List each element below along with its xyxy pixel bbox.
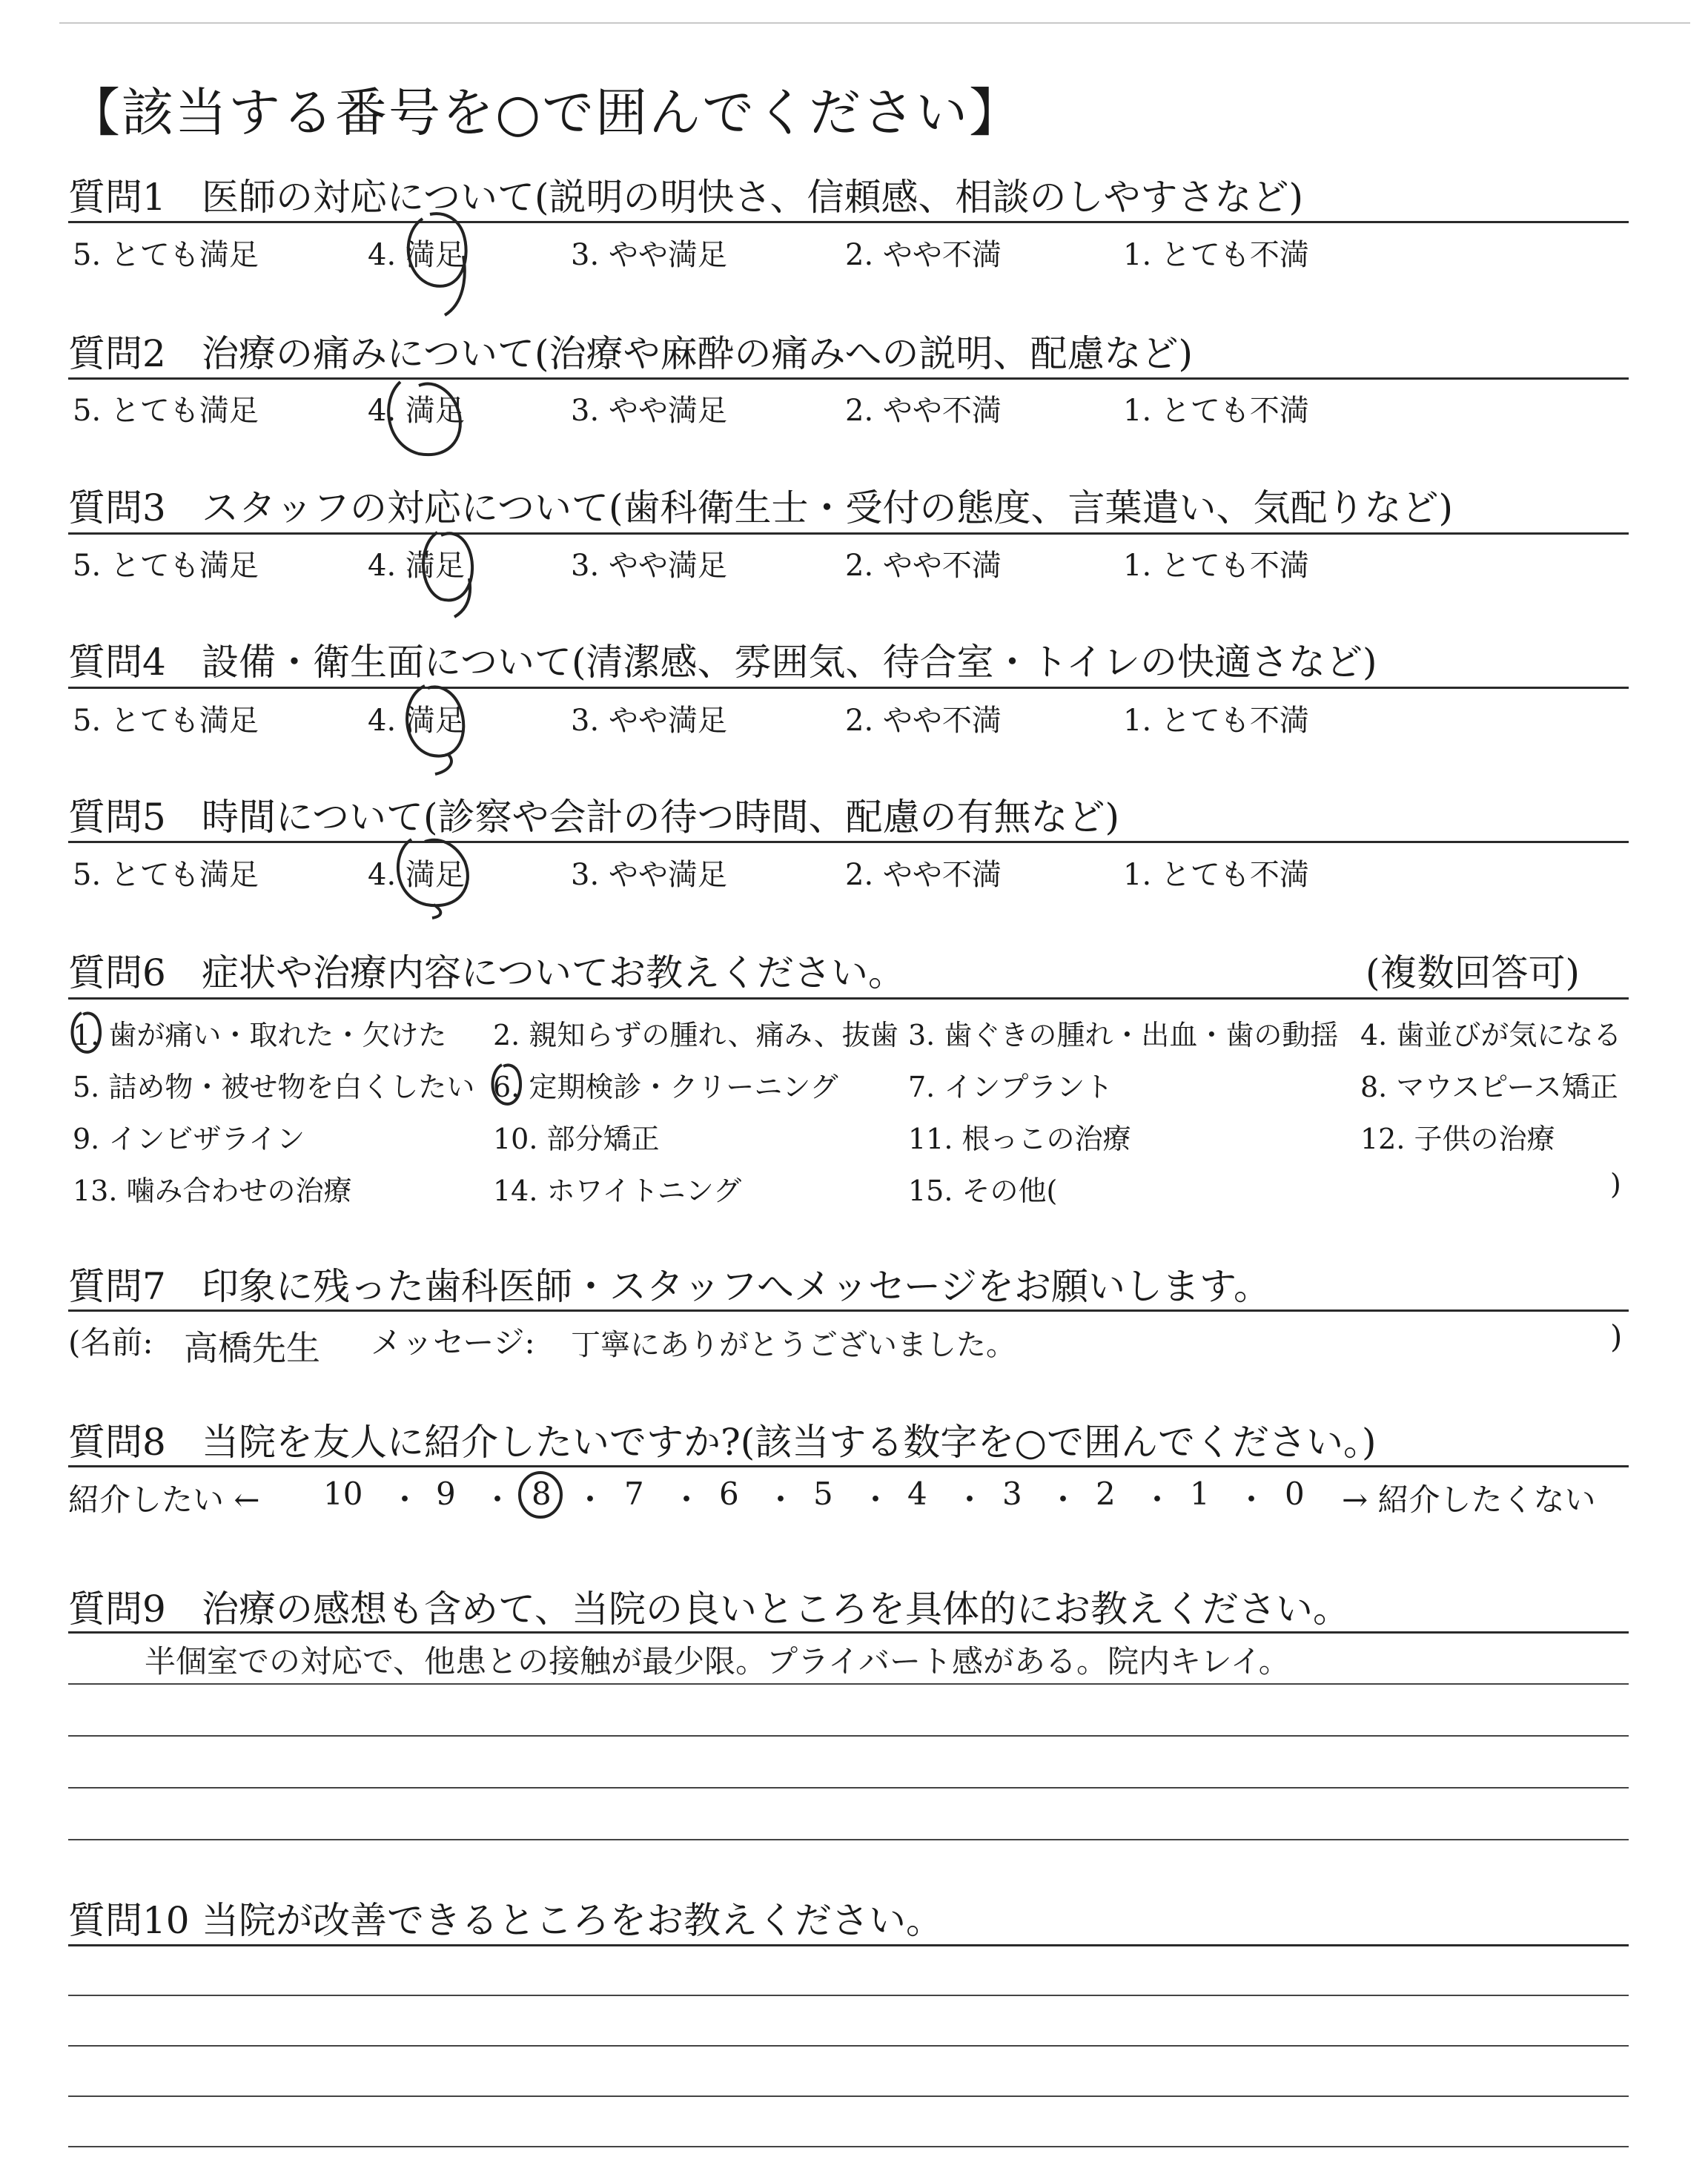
symptom-option-1[interactable]: 1. 歯が痛い・取れた・欠けた	[73, 1019, 447, 1051]
question-number: 質問9	[68, 1588, 166, 1631]
rating-option-1[interactable]: 1. とても不満	[1123, 704, 1309, 738]
scale-10[interactable]: 10	[323, 1476, 363, 1512]
symptom-option-6[interactable]: 6. 定期検診・クリーニング	[493, 1071, 838, 1103]
question-number: 質問6	[68, 951, 166, 994]
name-label: (名前:	[68, 1324, 153, 1361]
question-rule	[68, 997, 1629, 1000]
symptom-option-3[interactable]: 3. 歯ぐきの腫れ・出血・歯の動揺	[908, 1019, 1339, 1051]
hand-circle-mark	[65, 1008, 110, 1060]
symptom-option-9[interactable]: 9. インビザライン	[73, 1123, 305, 1155]
rating-option-3[interactable]: 3. やや満足	[571, 394, 727, 428]
other-close-paren: )	[1610, 1168, 1621, 1200]
question-text: スタッフの対応について(歯科衛生士・受付の態度、言葉遣い、気配りなど)	[202, 486, 1454, 529]
multiple-answer-note: (複数回答可)	[1366, 951, 1580, 994]
scale-separator: ・	[482, 1482, 514, 1518]
rating-option-1[interactable]: 1. とても不満	[1123, 238, 1309, 272]
scale-separator: ・	[671, 1482, 703, 1518]
question-9	[68, 1579, 1350, 1633]
rating-option-2[interactable]: 2. やや不満	[845, 238, 1002, 272]
rating-option-4[interactable]: 4. 満足	[368, 858, 465, 892]
rating-option-5[interactable]: 5. とても満足	[73, 238, 259, 272]
rating-option-5[interactable]: 5. とても満足	[73, 858, 259, 892]
hand-circle-mark	[515, 1470, 567, 1522]
scale-8[interactable]: 8	[532, 1476, 552, 1512]
hand-circle-mark	[393, 204, 482, 323]
scale-4[interactable]: 4	[907, 1476, 927, 1512]
scale-separator: ・	[1047, 1482, 1079, 1518]
question-number: 質問8	[68, 1421, 166, 1464]
scale-separator: ・	[1236, 1482, 1268, 1518]
answer-line	[68, 1735, 1629, 1737]
rating-option-1[interactable]: 1. とても不満	[1123, 858, 1309, 892]
scale-0[interactable]: 0	[1285, 1476, 1305, 1512]
scale-separator: ・	[1142, 1482, 1174, 1518]
question-number: 質問1	[68, 176, 166, 219]
rating-option-2[interactable]: 2. やや不満	[845, 704, 1002, 738]
scale-separator: ・	[954, 1482, 986, 1518]
question-5	[68, 787, 1119, 841]
question-number: 質問5	[68, 796, 166, 839]
rating-option-1[interactable]: 1. とても不満	[1123, 549, 1309, 583]
question-rule	[68, 1944, 1629, 1946]
rating-option-3[interactable]: 3. やや満足	[571, 549, 727, 583]
symptom-option-11[interactable]: 11. 根っこの治療	[908, 1123, 1131, 1155]
rating-option-4[interactable]: 4. 満足	[368, 549, 465, 583]
rating-option-3[interactable]: 3. やや満足	[571, 704, 727, 738]
top-border	[59, 22, 1690, 24]
question-text: 当院が改善できるところをお教えください。	[202, 1899, 943, 1942]
question-rule	[68, 1631, 1629, 1634]
question-text: 設備・衛生面について(清潔感、雰囲気、待合室・トイレの快適さなど)	[202, 641, 1377, 684]
page-title: 【該当する番号を○で囲んでください】	[68, 82, 1023, 143]
question-text: 印象に残った歯科医師・スタッフへメッセージをお願いします。	[202, 1265, 1271, 1308]
hand-circle-mark	[382, 830, 486, 919]
scale-9[interactable]: 9	[436, 1476, 456, 1512]
question-rule	[68, 377, 1629, 380]
scale-1[interactable]: 1	[1190, 1476, 1210, 1512]
rating-option-2[interactable]: 2. やや不満	[845, 394, 1002, 428]
good-points-answer[interactable]: 半個室での対応で、他患との接触が最少限。プライバート感がある。院内キレイ。	[145, 1643, 1290, 1680]
question-rule	[68, 221, 1629, 223]
rating-option-2[interactable]: 2. やや不満	[845, 549, 1002, 583]
question-rule	[68, 1465, 1629, 1467]
rating-option-1[interactable]: 1. とても不満	[1123, 394, 1309, 428]
symptom-option-2[interactable]: 2. 親知らずの腫れ、痛み、抜歯	[493, 1019, 898, 1051]
question-number: 質問10	[68, 1899, 190, 1942]
question-number: 質問4	[68, 641, 166, 684]
message-label: メッセージ:	[371, 1324, 535, 1361]
rating-option-3[interactable]: 3. やや満足	[571, 858, 727, 892]
rating-option-3[interactable]: 3. やや満足	[571, 238, 727, 272]
question-text: 治療の痛みについて(治療や麻酔の痛みへの説明、配慮など)	[202, 332, 1194, 375]
symptom-option-13[interactable]: 13. 噛み合わせの治療	[73, 1175, 352, 1207]
scale-7[interactable]: 7	[624, 1476, 644, 1512]
question-4	[68, 633, 1377, 686]
hand-circle-mark	[389, 675, 478, 779]
question-10	[68, 1891, 943, 1944]
rating-option-4[interactable]: 4. 満足	[368, 238, 465, 272]
scale-separator: ・	[860, 1482, 892, 1518]
symptom-option-15[interactable]: 15. その他(	[908, 1175, 1058, 1207]
scale-separator: ・	[765, 1482, 797, 1518]
question-text: 当院を友人に紹介したいですか?(該当する数字を○で囲んでください。)	[202, 1421, 1377, 1464]
question-text: 医師の対応について(説明の明快さ、信頼感、相談のしやすさなど)	[202, 176, 1304, 219]
question-6	[68, 943, 905, 997]
rating-option-5[interactable]: 5. とても満足	[73, 549, 259, 583]
scale-3[interactable]: 3	[1002, 1476, 1022, 1512]
rating-option-2[interactable]: 2. やや不満	[845, 858, 1002, 892]
question-2	[68, 324, 1193, 377]
answer-line	[68, 2095, 1629, 2097]
answer-line	[68, 2045, 1629, 2047]
answer-line	[68, 2146, 1629, 2147]
symptom-option-7[interactable]: 7. インプラント	[908, 1071, 1113, 1103]
hand-circle-mark	[374, 371, 478, 467]
scale-2[interactable]: 2	[1096, 1476, 1116, 1512]
question-text: 症状や治療内容についてお教えください。	[202, 951, 905, 994]
symptom-option-10[interactable]: 10. 部分矯正	[493, 1123, 660, 1155]
question-rule	[68, 687, 1629, 689]
message-value[interactable]: 丁寧にありがとうございました。	[571, 1328, 1016, 1362]
hand-circle-mark	[404, 519, 486, 623]
symptom-option-4[interactable]: 4. 歯並びが気になる	[1360, 1019, 1622, 1051]
question-rule	[68, 841, 1629, 843]
symptom-option-8[interactable]: 8. マウスピース矯正	[1360, 1071, 1618, 1103]
question-number: 質問2	[68, 332, 166, 375]
symptom-option-5[interactable]: 5. 詰め物・被せ物を白くしたい	[73, 1071, 475, 1103]
recommend-left-label: 紹介したい ←	[68, 1482, 260, 1518]
question-7	[68, 1257, 1271, 1310]
question-number: 質問7	[68, 1265, 166, 1308]
answer-line	[68, 1787, 1629, 1789]
answer-line	[68, 1839, 1629, 1840]
answer-line	[68, 1683, 1629, 1685]
recommend-right-label: → 紹介したくない	[1342, 1482, 1596, 1518]
scale-separator: ・	[389, 1482, 421, 1518]
hand-circle-mark	[486, 1060, 530, 1112]
symptom-option-12[interactable]: 12. 子供の治療	[1360, 1123, 1555, 1155]
name-value[interactable]: 高橋先生	[184, 1328, 320, 1368]
question-1	[68, 168, 1303, 221]
question-text: 治療の感想も含めて、当院の良いところを具体的にお教えください。	[202, 1588, 1350, 1631]
question-rule	[68, 1309, 1629, 1312]
symptom-option-14[interactable]: 14. ホワイトニング	[493, 1175, 742, 1207]
scale-5[interactable]: 5	[813, 1476, 833, 1512]
rating-option-4[interactable]: 4. 満足	[368, 394, 465, 428]
question-number: 質問3	[68, 486, 166, 529]
message-close-paren: )	[1610, 1318, 1623, 1355]
rating-option-5[interactable]: 5. とても満足	[73, 704, 259, 738]
answer-line	[68, 1995, 1629, 1996]
question-3	[68, 478, 1453, 532]
rating-option-4[interactable]: 4. 満足	[368, 704, 465, 738]
rating-option-5[interactable]: 5. とても満足	[73, 394, 259, 428]
question-text: 時間について(診察や会計の待つ時間、配慮の有無など)	[202, 796, 1120, 839]
scale-separator: ・	[575, 1482, 606, 1518]
question-8	[68, 1413, 1376, 1466]
question-rule	[68, 532, 1629, 535]
scale-6[interactable]: 6	[719, 1476, 739, 1512]
